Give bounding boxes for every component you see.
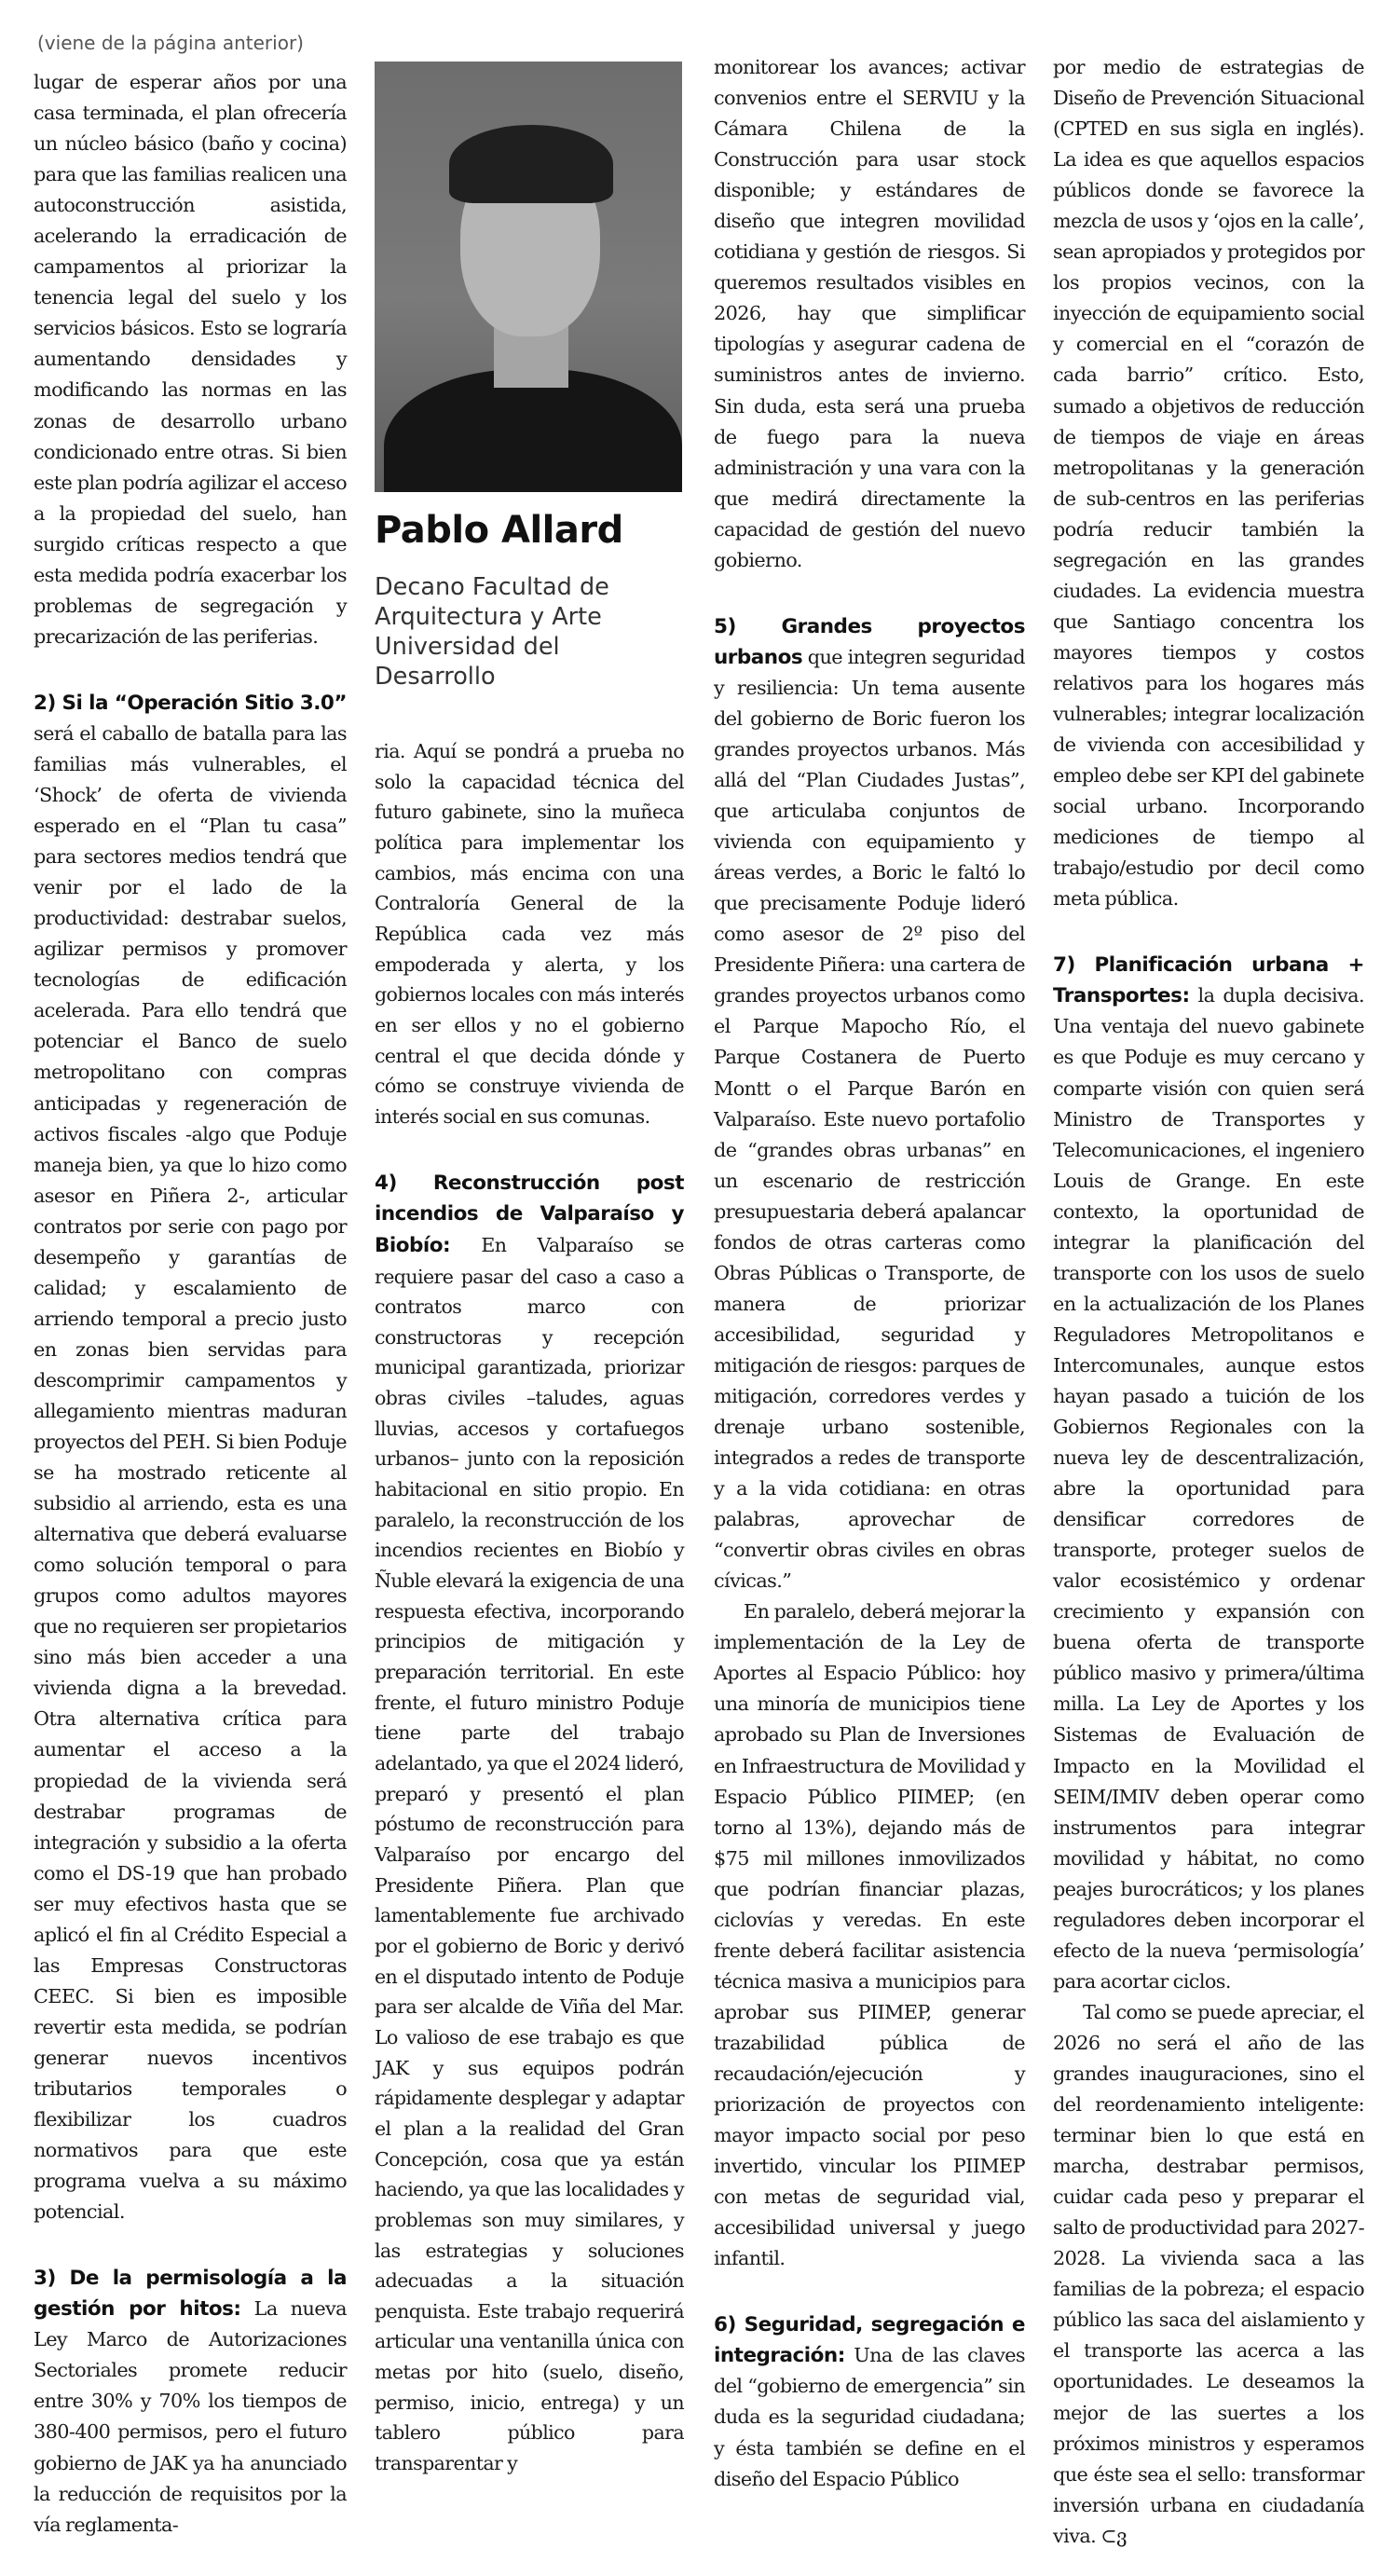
article-column-4 [1053,52,1364,2552]
section-heading: 6) Seguridad, segregación e integración: [714,2313,1025,2368]
paragraph [714,1596,1025,2274]
author-name: Pablo Allard [375,509,623,552]
section-paragraph [375,1168,684,2479]
author-roles [375,572,682,692]
paragraph [375,736,684,1132]
paragraph-text: Tal como se puede apreciar, el 2026 no será el año de las grandes inauguraciones, sino el del reordenamiento inteligente: terminar bien lo que está en marcha, destrabar permisos, cuidar cada peso y preparar el salto de productividad para 2027-2028. La vivienda saca a las familias de la pobreza; el espacio público las saca del aislamiento y el transporte las acerca a las oportunidades. Le deseamos la mejor de las suertes a los próximos ministros y esperamos que éste sea el sello: transformar inversión urbana en ciudadanía viva. ⊂ვ [1053,2000,1364,2547]
paragraph [714,52,1025,576]
paragraph-text: Una de las claves del “gobierno de emergencia” sin duda es la seguridad ciudadana; y ésta también se define en el diseño del Espacio Público [714,2344,1025,2490]
paragraph-text: monitorear los avances; activar convenios entre el SERVIU y la Cámara Chilena de la Construcción para usar stock disponible; y estándares de diseño que integren movilidad cotidiana y gestión de riesgos. Si queremos resultados visibles en 2026, hay que simplificar tipologías y asegurar cadena de suministros antes de invierno. Sin duda, esta será una prueba de fuego para la nueva administración y una vara con la que medirá directamente la capacidad de gestión del nuevo gobierno. [714,56,1025,571]
section-heading: 4) Reconstrucción post incendios de Valparaíso y Biobío: [375,1171,684,1257]
section-paragraph [714,2309,1025,2494]
paragraph [34,67,347,652]
paragraph-text: La nueva Ley Marco de Autorizaciones Sectoriales promete reducir entre 30% y 70% los tiempos de 380-400 permisos, pero el futuro gobierno de JAK ya ha anunciado la reducción de requisitos por la vía reglamenta- [34,2297,347,2536]
paragraph-text: lugar de esperar años por una casa terminada, el plan ofrecería un núcleo básico (baño y cocina) para que las familias realicen una autoconstrucción asistida, acelerando la erradicación de campamentos al priorizar la tenencia legal del suelo y los servicios básicos. Esto se lograría aumentando densidades y modificando las normas en las zonas de desarrollo urbano condicionado entre otras. Si bien este plan podría agilizar el acceso a la propiedad del suelo, han surgido críticas respecto a que esta medida podría exacerbar los problemas de segregación y precarización de las periferias. [34,71,347,648]
author-role-line: Decano Facultad de [375,573,609,601]
photo-hair [449,125,613,203]
paragraph-text: En paralelo, deberá mejorar la implementación de la Ley de Aportes al Espacio Público: hoy una minoría de municipios tiene aprobado su Plan de Inversiones en Infraestructura de Movilidad y Espacio Público PIIMEP; (en torno al 13%), dejando más de $75 mil millones inmovilizados que podrían financiar plazas, ciclovías y veredas. En este frente deberá facilitar asistencia técnica masiva a municipios para aprobar sus PIIMEP, generar trazabilidad pública de recaudación/ejecución y priorización de proyectos con mayor impacto social por peso invertido, vincular los PIIMEP con metas de seguridad vial, accesibilidad universal y juego infantil. [714,1600,1025,2270]
section-paragraph [714,611,1025,1597]
author-role-line: Arquitectura y Arte [375,603,602,631]
section-heading: 7) Planificación urbana + Transportes: [1053,953,1364,1008]
continued-label: (viene de la página anterior) [37,32,304,54]
paragraph-text: será el caballo de batalla para las familias más vulnerables, el ‘Shock’ de oferta de vivienda esperado en el “Plan tu casa” para sectores medios tendrá que venir por el lado de la productividad: destrabar suelos, agilizar permisos y promover tecnologías de edificación acelerada. Para ello tendrá que potenciar el Banco de suelo metropolitano con compras anticipadas y regeneración de activos fiscales -algo que Poduje maneja bien, ya que lo hizo como asesor en Piñera 2-, articular contratos por serie con pago por desempeño y garantías de calidad; y escalamiento de arriendo temporal a precio justo en zonas bien servidas para descomprimir campamentos y allegamiento mientras maduran proyectos del PEH. Si bien Poduje se ha mostrado reticente al subsidio al arriendo, esta es una alternativa que deberá evaluarse como solución temporal o para grupos como adultos mayores que no requieren ser propietarios sino más bien acceder a una vivienda digna a la brevedad. Otra alternativa crítica para aumentar el acceso a la propiedad de la vivienda será destrabar programas de integración y subsidio a la oferta como el DS-19 que han probado ser muy efectivos hasta que se aplicó el fin al Crédito Especial a las Empresas Constructoras CEEC. Si bien es imposible revertir esta medida, se podrían generar nuevos incentivos tributarios temporales o flexibilizar los cuadros normativos para que este programa vuelva a su máximo potencial. [34,721,347,2224]
paragraph-text: ria. Aquí se pondrá a prueba no solo la capacidad técnica del futuro gabinete, sino la muñeca política para implementar los cambios, más encima con una Contraloría General de la República cada vez más empoderada y alerta, y los gobiernos locales con más interés en ser ellos y no el gobierno central el que decida dónde y cómo se construye vivienda de interés social en sus comunas. [375,740,684,1128]
section-heading: 5) Grandes proyectos urbanos [714,614,1025,669]
section-heading: 3) De la permisología a la gestión por hitos: [34,2267,347,2322]
paragraph-text: que integren seguridad y resiliencia: Un tema ausente del gobierno de Boric fueron los grandes proyectos urbanos. Más allá del “Plan Ciudades Justas”, que articulaba conjuntos de vivienda con equipamiento y áreas verdes, a Boric le faltó lo que precisamente Poduje lideró como asesor de 2º piso del Presidente Piñera: una cartera de grandes proyectos urbanos como el Parque Mapocho Río, el Parque Costanera de Puerto Montt o el Parque Barón en Valparaíso. Este nuevo portafolio de “grandes obras urbanas” en un escenario de restricción presupuestaria deberá apalancar fondos de otras carteras como Obras Públicas o Transporte, de manera de priorizar accesibilidad, seguridad y mitigación de riesgos: parques de mitigación, corredores verdes y drenaje urbano sostenible, integrados a redes de transporte y a la vida cotidiana: en otras palabras, aprovechar de “convertir obras civiles en obras cívicas.” [714,645,1025,1593]
section-heading: 2) Si la “Operación Sitio 3.0” [34,691,347,715]
paragraph-text: En Valparaíso se requiere pasar del caso a caso a contratos marco con constructoras y recepción municipal garantizada, priorizar obras civiles –taludes, aguas lluvias, accesos y cortafuegos urbanos– junto con la reposición habitacional en sitio propio. En paralelo, la reconstrucción de los incendios recientes en Biobío y Ñuble elevará la exigencia de una respuesta efectiva, incorporando principios de mitigación y preparación territorial. En este frente, el futuro ministro Poduje tiene parte del trabajo adelantado, ya que el 2024 lideró, preparó y presentó el plan póstumo de reconstrucción para Valparaíso por encargo del Presidente Piñera. Plan que lamentablemente fue archivado por el gobierno de Boric y derivó en el disputado intento de Poduje para ser alcalde de Viña del Mar. Lo valioso de ese trabajo es que JAK y sus equipos podrán rápidamente desplegar y adaptar el plan a la realidad del Gran Concepción, cosa que ya están haciendo, ya que las localidades y problemas son muy similares, y las estrategias y soluciones adecuadas a la situación penquista. Este trabajo requerirá articular una ventanilla única con metas por hito (suelo, diseño, permiso, inicio, entrega) y un tablero público para transparentar y [375,1233,684,2475]
section-paragraph [1053,950,1364,1997]
author-role-line: Universidad del [375,633,560,661]
paragraph [1053,52,1364,914]
article-column-2 [375,736,684,2479]
paragraph [1053,1997,1364,2552]
section-paragraph [34,2263,347,2540]
author-photo [375,62,682,492]
article-column-1 [34,67,347,2541]
article-column-3 [714,52,1025,2495]
author-role-line: Desarrollo [375,663,496,691]
paragraph-text: la dupla decisiva. Una ventaja del nuevo gabinete es que Poduje es muy cercano y comparte visión con quien será Ministro de Transportes y Telecomunicaciones, el ingeniero Louis de Grange. En este contexto, la oportunidad de integrar la planificación del transporte con los usos de suelo en la actualización de los Planes Reguladores Metropolitanos e Intercomunales, aunque estos hayan pasado a tuición de los Gobiernos Regionales con la nueva ley de descentralización, abre la oportunidad para densificar corredores de transporte, proteger suelos de valor ecosistémico y ordenar crecimiento y expansión con buena oferta de transporte público masivo y primera/última milla. La Ley de Aportes y los Sistemas de Evaluación de Impacto en la Movilidad el SEIM/IMIV deben operar como instrumentos para integrar movilidad y hábitat, no como peajes burocráticos; y los planes reguladores deben incorporar el efecto de la nueva ‘permisología’ para acortar ciclos. [1053,984,1364,1993]
section-paragraph [34,688,347,2227]
paragraph-text: por medio de estrategias de Diseño de Prevención Situacional (CPTED en sus sigla en inglés). La idea es que aquellos espacios públicos donde se favorece la mezcla de usos y ‘ojos en la calle’, sean apropiados y protegidos por los propios vecinos, con la inyección de equipamiento social y comercial en el “corazón de cada barrio” crítico. Esto, sumado a objetivos de reducción de tiempos de viaje en áreas metropolitanas y la generación de sub-centros en las periferias podría reducir también la segregación en las grandes ciudades. La evidencia muestra que Santiago concentra los mayores tiempos y costos relativos para los hogares más vulnerables; integrar localización de vivienda con accesibilidad y empleo debe ser KPI del gabinete social urbano. Incorporando mediciones de tiempo al trabajo/estudio por decil como meta pública. [1053,56,1364,911]
